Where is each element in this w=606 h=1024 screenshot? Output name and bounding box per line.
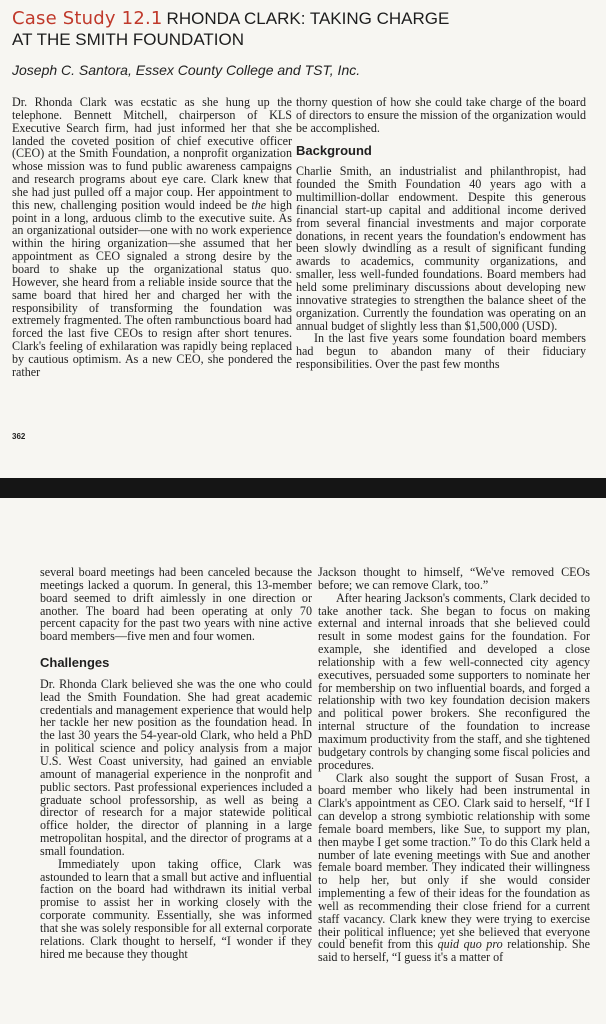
section-heading-background: Background: [296, 142, 372, 158]
page1-right-paragraph-3: In the last five years some foundation board members had begun to abandon many of their fiduciary responsibilities. Over the past few months: [296, 331, 586, 372]
title-line-2: AT THE SMITH FOUNDATION: [12, 30, 245, 49]
page2-left-paragraph-3: Immediately upon taking office, Clark was astounded to learn that a small but active and influential faction on the board had withdrawn its initial verbal promise to assist her in working closely with the corporate community. Essentially, she was informed that she was solely responsible for all external corporate relations. Clark thought to herself, “I wonder if they hired me because they thought: [40, 856, 313, 961]
page1-left-column: [12, 96, 292, 379]
page2-left-column: [40, 566, 312, 960]
page2-left-paragraph-1: several board meetings had been canceled because the meetings lacked a quorum. In general, this 13-member board seemed to drift aimlessly in one direction or another. The board had been operating at only 70 percent capacity for the past two years with nine active board members—five men and four women.: [40, 565, 312, 644]
book-page-bottom: [0, 498, 606, 1024]
page2-right-paragraph-3: Clark also sought the support of Susan Frost, a board member who likely had been instrumental in Clark's appointment as CEO. Clark said to herself, “If I can develop a strong symbiotic relationship with some female board members, like Sue, to support my plan, then maybe I get some traction.” To do this Clark held a number of late evening meetings with Sue and another female board member. They indicated their willingness to help her, but only if she would consider implementing a few of their ideas for the foundation as well as recommending their close friend for a current staff vacancy. Clark knew they were trying to exercise their political influence; yet she believed that everyone could benefit from this quid quo pro relationship. She said to herself, “I guess it's a matter of: [318, 770, 590, 965]
page2-left-paragraph-2: Dr. Rhonda Clark believed she was the one who could lead the Smith Foundation. She had great academic credentials and management experience that would help her tackle her new position as the foundation head. In the last 30 years the 54-year-old Clark, who held a PhD in political science and policy analysis from a major U.S. West Coast university, had gained an enviable amount of managerial experience in the nonprofit and public sectors. Past professional experiences included a graduate school professorship, as well as being a director of research for a major statewide political office holder, the director of planning in a large metropolitan hospital, and the director of programs at a small foundation.: [40, 676, 312, 858]
page1-right-paragraph-2: Charlie Smith, an industrialist and philanthropist, had founded the Smith Foundation 40 years ago with a multimillion-dollar endowment. Despite this generous financial start-up capital and additional income derived from several financial investments and major corporate donations, in recent years the foundation's endowment has been slowly dwindling as a result of significant funding awards to academics, community organizations, and smaller, less well-funded foundations. Board members had held some preliminary discussions about developing new innovative strategies to strengthen the balance sheet of the organization. Currently the foundation was operating on an annual budget of slightly less than $1,500,000 (USD).: [296, 164, 586, 333]
title-line-1: RHONDA CLARK: TAKING CHARGE: [166, 9, 450, 28]
page-gap-divider: [0, 478, 606, 498]
page-number: 362: [12, 432, 26, 441]
section-heading-challenges: Challenges: [40, 655, 110, 671]
book-page-top: [0, 0, 606, 478]
case-label: Case Study 12.1: [12, 8, 163, 29]
page1-left-paragraph: Dr. Rhonda Clark was ecstatic as she hung up the telephone. Bennett Mitchell, chairperson of KLS Executive Search firm, had just informed her that she landed the coveted position of chief executive officer (CEO) at the Smith Foundation, a nonprofit organization whose mission was to fund public awareness campaigns and research programs about eye care. Clark knew that she had just pulled off a major coup. Her appointment to this new, challenging position would indeed be the high point in a long, arduous climb to the executive suite. As an organizational outsider—one with no work experience within the hiring organization—she assumed that her appointment as CEO signaled a strong desire by the board to shake up the organizational status quo. However, she heard from a reliable inside source that the same board that hired her and charged her with the responsibility of transforming the foundation was extremely fragmented. The often rambunctious board had forced the last five CEOs to resign after short tenures. Clark's feeling of exhilaration was rapidly being replaced by cautious optimism. As a new CEO, she pondered the rather: [12, 95, 292, 379]
page2-right-paragraph-1: Jackson thought to himself, “We've removed CEOs before; we can remove Clark, too.”: [318, 565, 590, 592]
author-line: Joseph C. Santora, Essex County College and TST, Inc.: [12, 62, 361, 78]
page1-right-column: [296, 96, 586, 371]
page2-right-paragraph-2: After hearing Jackson's comments, Clark decided to take another tack. She began to focus on making external and internal inroads that she believed could result in some modest gains for the foundation. For example, she identified and developed a close relationship with a few well-connected city agency executives, persuaded some supporters to nominate her for membership on two influential boards, and forged a relationship with two key foundation decision makers and political power brokers. She reconfigured the internal structure of the foundation to increase maximum productivity from the staff, and she tightened budgetary controls by changing some fiscal policies and procedures.: [318, 590, 590, 772]
case-study-title: [12, 8, 592, 50]
page2-right-column: [318, 566, 590, 964]
page1-right-paragraph-1: thorny question of how she could take charge of the board of directors to ensure the mission of the organization would be accomplished.: [296, 95, 586, 135]
